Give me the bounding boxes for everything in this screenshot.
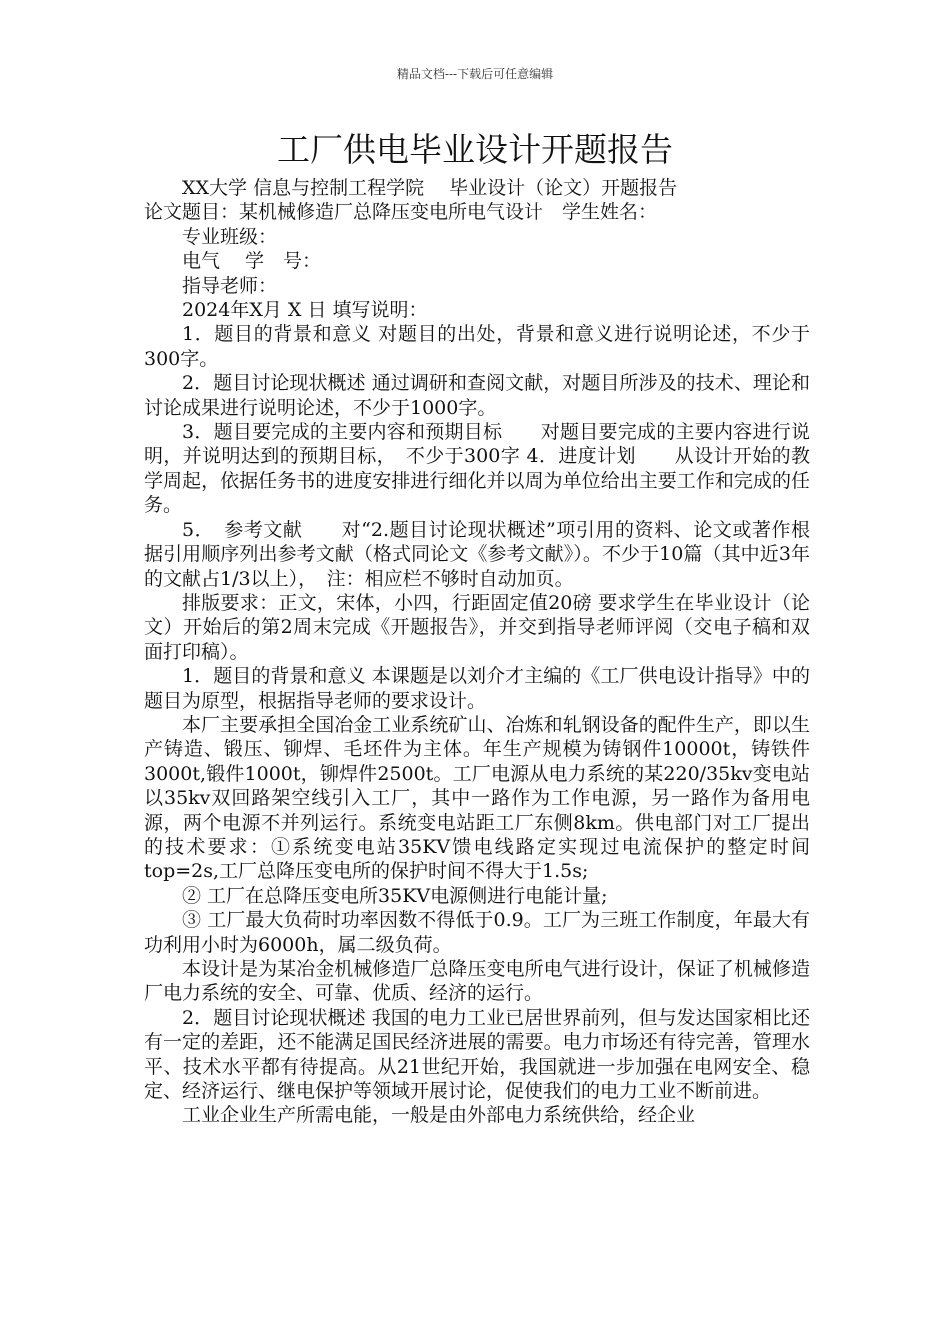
class-line: 专业班级： <box>182 225 278 248</box>
document-body <box>144 176 810 1128</box>
instruction-paragraph: 5． 参考文献 对“2.题目讨论现状概述”项引用的资料、论文或著作根据引用顺序列出参考文献（格式同论文《参考文献》）。不少于10篇（其中近3年的文献占1/3以上）， 注：相应栏不够时自动加页。 <box>144 518 810 590</box>
date-line: 2024年X月 X 日 填写说明： <box>182 299 428 322</box>
header-note: 精品文档---下载后可任意编辑 <box>396 67 554 81</box>
instruction-paragraph: 1．题目的背景和意义 对题目的出处，背景和意义进行说明论述，不少于300字。 <box>144 323 810 370</box>
student-id-line: 电气 学 号： <box>182 250 322 273</box>
format-requirements-paragraph: 排版要求：正文，宋体，小四，行距固定值20磅 要求学生在毕业设计（论文）开始后的第2周末完成《开题报告》，并交到指导老师评阅（交电子稿和双面打印稿）。 <box>144 591 810 663</box>
document-title: 工厂供电毕业设计开题报告 <box>277 130 673 169</box>
body-paragraph: ③ 工厂最大负荷时功率因数不得低于0.9。工厂为三班工作制度，年最大有功利用小时为6000h，属二级负荷。 <box>144 909 810 956</box>
body-paragraph: 本设计是为某冶金机械修造厂总降压变电所电气进行设计，保证了机械修造厂电力系统的安全、可靠、优质、经济的运行。 <box>144 958 810 1005</box>
instruction-paragraph: 2．题目讨论现状概述 通过调研和查阅文献，对题目所涉及的技术、理论和讨论成果进行说明论述，不少于1000字。 <box>144 372 810 419</box>
body-paragraph: 工业企业生产所需电能，一般是由外部电力系统供给，经企业 <box>182 1104 696 1127</box>
body-paragraph: ② 工厂在总降压变电所35KV电源侧进行电能计量; <box>182 884 608 907</box>
section-paragraph: 2．题目讨论现状概述 我国的电力工业已居世界前列，但与发达国家相比还有一定的差距，还不能满足国民经济进展的需要。电力市场还有待完善，管理水平、技术水平都有待提高。从21世纪开始，我国就进一步加强在电网安全、稳定、经济运行、继电保护等领域开展讨论，促使我们的电力工业不断前进。 <box>144 1006 810 1103</box>
instruction-paragraph: 3．题目要完成的主要内容和预期目标 对题目要完成的主要内容进行说明，并说明达到的预期目标， 不少于300字 4．进度计划 从设计开始的教学周起，依据任务书的进度安排进行细化并以周为单位给出主要工作和完成的任务。 <box>144 421 810 517</box>
thesis-title-line: 论文题目：某机械修造厂总降压变电所电气设计 学生姓名： <box>144 201 658 224</box>
body-paragraph: 本厂主要承担全国冶金工业系统矿山、冶炼和轧钢设备的配件生产，即以生产铸造、锻压、铆焊、毛坯件为主体。年生产规模为铸钢件10000t，铸铁件3000t,锻件1000t，铆焊件2500t。工厂电源从电力系统的某220/35kv变电站以35kv双回路架空线引入工厂，其中一路作为工作电源，另一路作为备用电源，两个电源不并列运行。系统变电站距工厂东侧8km。供电部门对工厂提出的技术要求：①系统变电站35KV馈电线路定实现过电流保护的整定时间top=2s,工厂总降压变电所的保护时间不得大于1.5s; <box>144 713 810 883</box>
school-line: XX大学 信息与控制工程学院 毕业设计（论文）开题报告 <box>182 177 678 199</box>
advisor-line: 指导老师： <box>182 274 278 297</box>
section-paragraph: 1．题目的背景和意义 本课题是以刘介才主编的《工厂供电设计指导》中的题目为原型，根据指导老师的要求设计。 <box>144 665 810 712</box>
